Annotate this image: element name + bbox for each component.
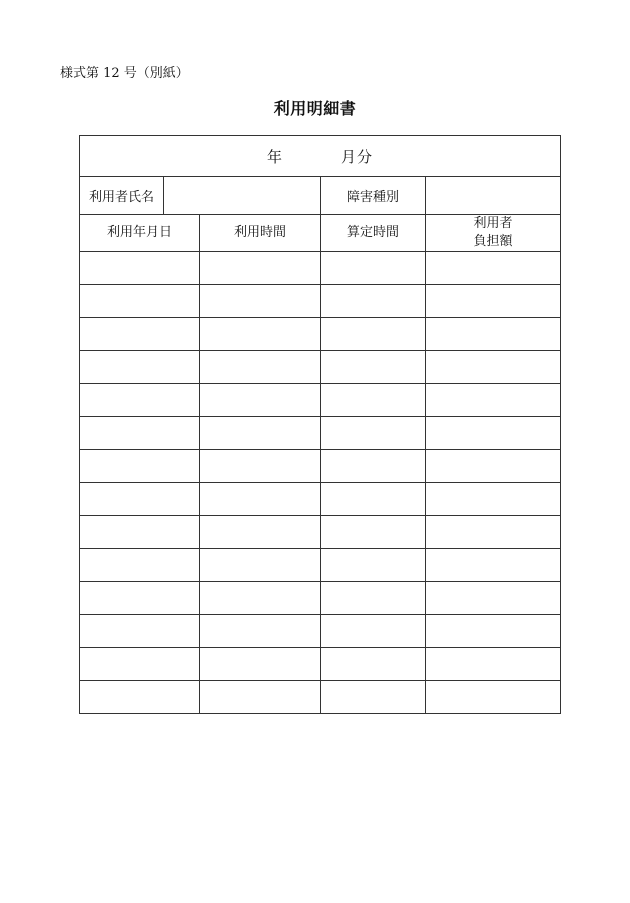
user-name-label: 利用者氏名 bbox=[80, 177, 164, 215]
billed-time-cell[interactable] bbox=[321, 318, 426, 351]
column-header-row bbox=[80, 215, 561, 252]
user-charge-cell[interactable] bbox=[426, 252, 561, 285]
column-header-usage-date: 利用年月日 bbox=[80, 215, 200, 252]
usage-time-cell[interactable] bbox=[200, 582, 321, 615]
user-charge-cell[interactable] bbox=[426, 549, 561, 582]
table-row bbox=[80, 681, 561, 714]
usage-date-cell[interactable] bbox=[80, 351, 200, 384]
user-charge-cell[interactable] bbox=[426, 582, 561, 615]
billed-time-cell[interactable] bbox=[321, 285, 426, 318]
usage-time-cell[interactable] bbox=[200, 483, 321, 516]
billed-time-cell[interactable] bbox=[321, 450, 426, 483]
usage-time-cell[interactable] bbox=[200, 384, 321, 417]
column-header-billed-time: 算定時間 bbox=[321, 215, 426, 252]
usage-date-cell[interactable] bbox=[80, 615, 200, 648]
user-charge-cell[interactable] bbox=[426, 285, 561, 318]
usage-date-cell[interactable] bbox=[80, 384, 200, 417]
table-row bbox=[80, 483, 561, 516]
billed-time-cell[interactable] bbox=[321, 384, 426, 417]
user-charge-cell[interactable] bbox=[426, 516, 561, 549]
billed-time-cell[interactable] bbox=[321, 351, 426, 384]
usage-time-cell[interactable] bbox=[200, 417, 321, 450]
table-row bbox=[80, 351, 561, 384]
user-charge-cell[interactable] bbox=[426, 681, 561, 714]
disability-type-field[interactable] bbox=[426, 177, 561, 215]
user-charge-cell[interactable] bbox=[426, 384, 561, 417]
month-label: 月分 bbox=[341, 147, 374, 166]
user-charge-cell[interactable] bbox=[426, 450, 561, 483]
user-name-field[interactable] bbox=[164, 177, 321, 215]
usage-date-cell[interactable] bbox=[80, 648, 200, 681]
usage-time-cell[interactable] bbox=[200, 351, 321, 384]
usage-date-cell[interactable] bbox=[80, 417, 200, 450]
table-row bbox=[80, 615, 561, 648]
usage-date-cell[interactable] bbox=[80, 516, 200, 549]
usage-time-cell[interactable] bbox=[200, 318, 321, 351]
user-charge-cell[interactable] bbox=[426, 648, 561, 681]
usage-time-cell[interactable] bbox=[200, 450, 321, 483]
table-row bbox=[80, 648, 561, 681]
billed-time-cell[interactable] bbox=[321, 516, 426, 549]
table-row bbox=[80, 417, 561, 450]
table-row bbox=[80, 285, 561, 318]
billed-time-cell[interactable] bbox=[321, 252, 426, 285]
year-label: 年 bbox=[267, 147, 284, 166]
usage-time-cell[interactable] bbox=[200, 516, 321, 549]
usage-date-cell[interactable] bbox=[80, 483, 200, 516]
table-row bbox=[80, 549, 561, 582]
usage-time-cell[interactable] bbox=[200, 285, 321, 318]
column-header-usage-time: 利用時間 bbox=[200, 215, 321, 252]
table-row bbox=[80, 516, 561, 549]
billed-time-cell[interactable] bbox=[321, 648, 426, 681]
billed-time-cell[interactable] bbox=[321, 681, 426, 714]
table-row bbox=[80, 582, 561, 615]
usage-date-cell[interactable] bbox=[80, 285, 200, 318]
billed-time-cell[interactable] bbox=[321, 549, 426, 582]
billed-time-cell[interactable] bbox=[321, 417, 426, 450]
usage-date-cell[interactable] bbox=[80, 681, 200, 714]
billed-time-cell[interactable] bbox=[321, 582, 426, 615]
usage-time-cell[interactable] bbox=[200, 681, 321, 714]
column-header-user-charge: 利用者 負担額 bbox=[426, 215, 561, 252]
usage-date-cell[interactable] bbox=[80, 252, 200, 285]
table-row bbox=[80, 384, 561, 417]
period-row bbox=[80, 136, 561, 177]
info-row bbox=[80, 177, 561, 215]
document-title: 利用明細書 bbox=[273, 99, 357, 118]
user-charge-cell[interactable] bbox=[426, 483, 561, 516]
table-row bbox=[80, 450, 561, 483]
user-charge-cell[interactable] bbox=[426, 417, 561, 450]
usage-date-cell[interactable] bbox=[80, 450, 200, 483]
usage-time-cell[interactable] bbox=[200, 648, 321, 681]
billing-period-field[interactable] bbox=[80, 136, 561, 177]
billed-time-cell[interactable] bbox=[321, 615, 426, 648]
usage-date-cell[interactable] bbox=[80, 549, 200, 582]
usage-time-cell[interactable] bbox=[200, 615, 321, 648]
form-number: 様式第 12 号（別紙） bbox=[60, 66, 189, 81]
usage-date-cell[interactable] bbox=[80, 318, 200, 351]
billed-time-cell[interactable] bbox=[321, 483, 426, 516]
usage-details-table bbox=[79, 135, 561, 714]
usage-time-cell[interactable] bbox=[200, 549, 321, 582]
table-row bbox=[80, 252, 561, 285]
table-row bbox=[80, 318, 561, 351]
usage-time-cell[interactable] bbox=[200, 252, 321, 285]
user-charge-cell[interactable] bbox=[426, 615, 561, 648]
user-charge-cell[interactable] bbox=[426, 318, 561, 351]
disability-type-label: 障害種別 bbox=[321, 177, 426, 215]
usage-date-cell[interactable] bbox=[80, 582, 200, 615]
user-charge-cell[interactable] bbox=[426, 351, 561, 384]
